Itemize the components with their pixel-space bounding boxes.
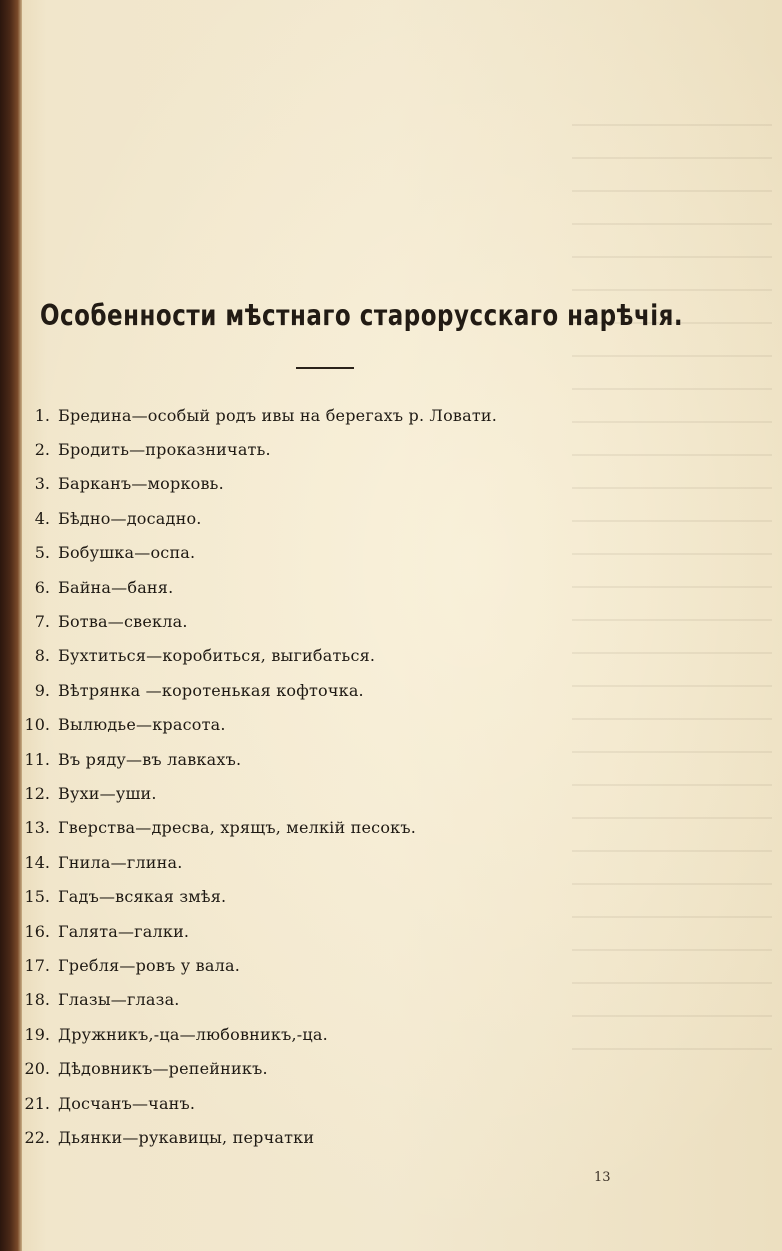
entry-number: 12. <box>24 783 50 803</box>
entry-text: Барканъ—морковь. <box>58 474 224 494</box>
list-item <box>18 845 638 879</box>
entry-number: 21. <box>24 1093 50 1113</box>
page-title: Особенности мѣстнаго старорусскаго нарѣчія. <box>40 300 684 333</box>
entry-number: 7. <box>34 612 50 632</box>
entry-number: 11. <box>24 749 50 769</box>
entry-text: Досчанъ—чанъ. <box>58 1093 196 1113</box>
list-item <box>18 398 638 432</box>
entry-text: Вѣтрянка —коротенькая кофточка. <box>58 680 364 700</box>
entry-number: 10. <box>24 715 50 735</box>
page-number: 13 <box>594 1170 611 1185</box>
entry-number: 3. <box>34 474 50 494</box>
entry-number: 2. <box>34 440 50 460</box>
glossary-list <box>18 398 638 1155</box>
entry-text: Бредина—особый родъ ивы на берегахъ р. Ловати. <box>58 405 498 425</box>
entry-text: Дьянки—рукавицы, перчатки <box>58 1127 315 1147</box>
list-item <box>18 467 638 501</box>
entry-number: 19. <box>24 1024 50 1044</box>
entry-number: 16. <box>24 921 50 941</box>
entry-text: Бродить—проказничать. <box>58 440 271 460</box>
entry-number: 4. <box>34 508 50 528</box>
entry-text: Гадъ—всякая змѣя. <box>58 887 227 907</box>
entry-text: Бѣдно—досадно. <box>58 508 202 528</box>
entry-text: Гнила—глина. <box>58 852 183 872</box>
entry-text: Гверства—дресва, хрящъ, мелкій песокъ. <box>58 818 417 838</box>
list-item <box>18 811 638 845</box>
entry-text: Дѣдовникъ—репейникъ. <box>58 1059 268 1079</box>
entry-text: Глазы—глаза. <box>58 990 180 1010</box>
list-item <box>18 708 638 742</box>
list-item <box>18 501 638 535</box>
entry-number: 17. <box>24 955 50 975</box>
list-item <box>18 914 638 948</box>
list-item <box>18 536 638 570</box>
entry-text: Въ ряду—въ лавкахъ. <box>58 749 242 769</box>
list-item <box>18 1086 638 1120</box>
entry-text: Бухтиться—коробиться, выгибаться. <box>58 646 376 666</box>
entry-number: 15. <box>24 887 50 907</box>
list-item <box>18 604 638 638</box>
entry-text: Вылюдье—красота. <box>58 715 226 735</box>
list-item <box>18 570 638 604</box>
entry-number: 5. <box>34 543 50 563</box>
entry-text: Галята—галки. <box>58 921 190 941</box>
list-item <box>18 673 638 707</box>
entry-text: Дружникъ,-ца—любовникъ,-ца. <box>58 1024 328 1044</box>
list-item <box>18 1051 638 1085</box>
list-item <box>18 776 638 810</box>
entry-number: 20. <box>24 1059 50 1079</box>
entry-text: Гребля—ровъ у вала. <box>58 955 240 975</box>
list-item <box>18 432 638 466</box>
entry-number: 18. <box>24 990 50 1010</box>
list-item <box>18 879 638 913</box>
entry-number: 22. <box>24 1127 50 1147</box>
title-rule <box>296 367 354 369</box>
list-item <box>18 1017 638 1051</box>
entry-number: 9. <box>34 680 50 700</box>
entry-number: 8. <box>34 646 50 666</box>
list-item <box>18 639 638 673</box>
entry-text: Ботва—свекла. <box>58 612 188 632</box>
entry-text: Байна—баня. <box>58 577 174 597</box>
entry-number: 6. <box>34 577 50 597</box>
entry-text: Бобушка—оспа. <box>58 543 196 563</box>
list-item <box>18 742 638 776</box>
entry-number: 14. <box>24 852 50 872</box>
entry-text: Вухи—уши. <box>58 783 157 803</box>
list-item <box>18 1120 638 1154</box>
list-item <box>18 983 638 1017</box>
entry-number: 1. <box>34 405 50 425</box>
entry-number: 13. <box>24 818 50 838</box>
list-item <box>18 948 638 982</box>
